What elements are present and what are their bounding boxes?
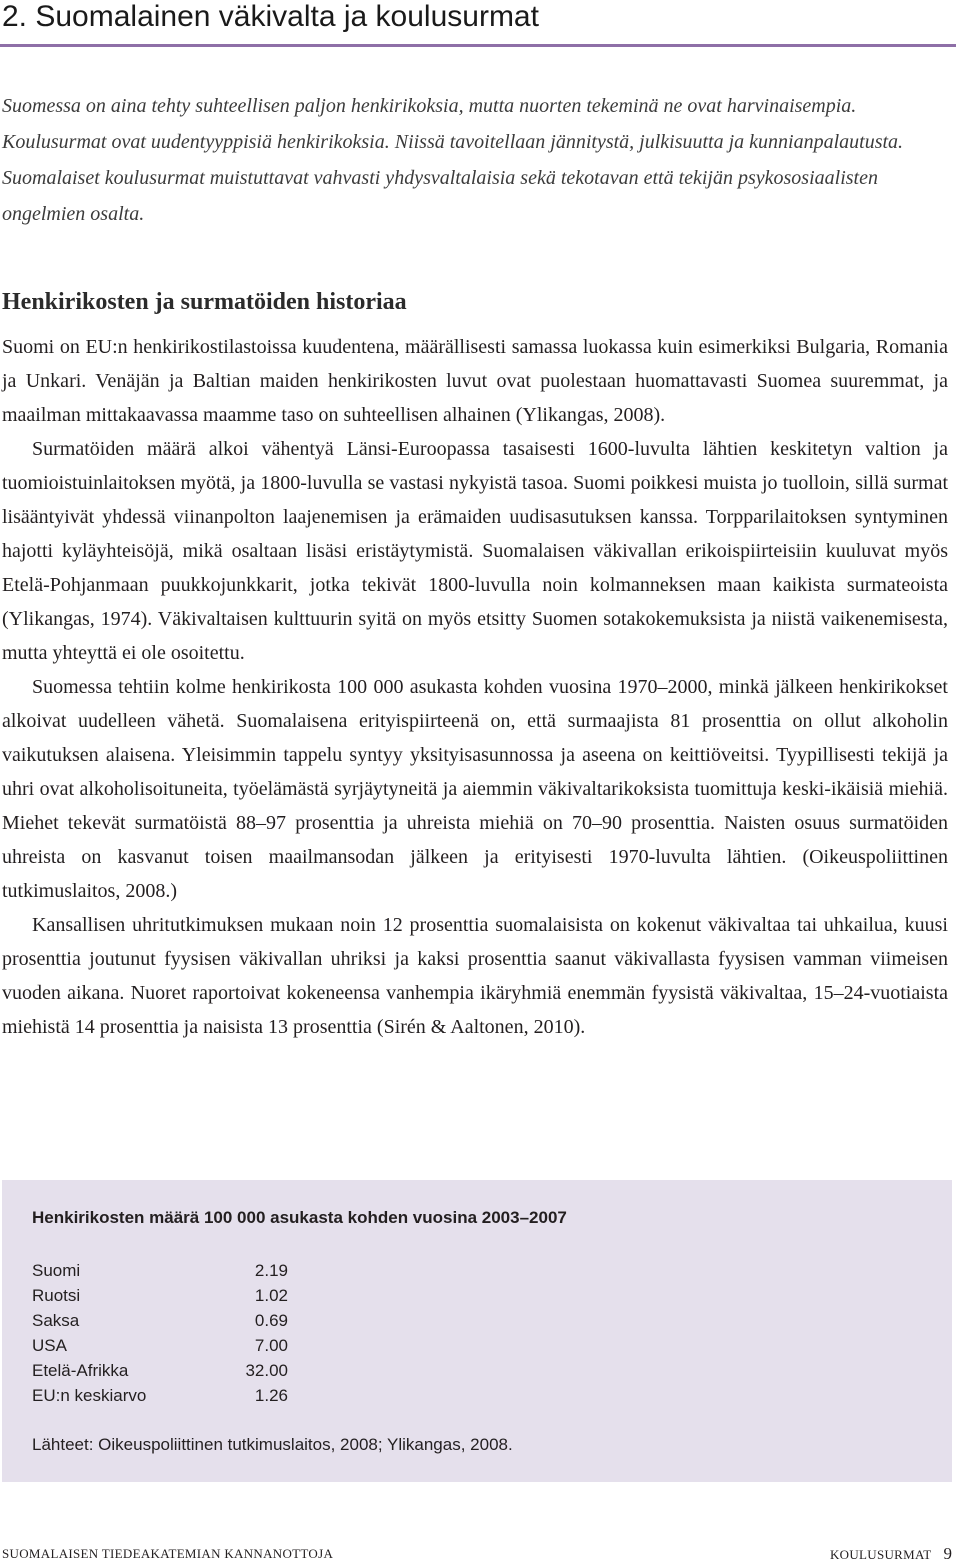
country-name: Saksa xyxy=(32,1311,80,1330)
stats-box-title: Henkirikosten määrä 100 000 asukasta kohden vuosina 2003–2007 xyxy=(32,1208,567,1227)
country-name: Suomi xyxy=(32,1261,81,1280)
table-row xyxy=(32,1283,288,1308)
country-name: Etelä-Afrikka xyxy=(32,1361,129,1380)
homicide-stats-box xyxy=(2,1180,952,1482)
homicide-rate: 2.19 xyxy=(254,1261,288,1280)
table-row xyxy=(32,1383,288,1408)
homicide-rate: 7.00 xyxy=(254,1336,288,1355)
table-row xyxy=(32,1308,288,1333)
stats-source-note: Lähteet: Oikeuspoliittinen tutkimuslaitos, 2008; Ylikangas, 2008. xyxy=(32,1435,513,1454)
homicide-rate: 0.69 xyxy=(254,1311,288,1330)
footer-publication-name: SUOMALAISEN TIEDEAKATEMIAN KANNANOTTOJA xyxy=(2,1546,334,1561)
body-paragraph-2: Surmatöiden määrä alkoi vähentyä Länsi-Euroopassa tasaisesti 1600-luvulta lähtien keskitetyn valtion ja tuomioistuinlaitoksen myötä, ja 1800-luvulla se vastasi nykyistä tasoa. Suomi poikkesi muista jo tuolloin, sillä surmat lisääntyivät yhdessä viinanpolton laajenemisen ja erämaiden uudisasutuksen kanssa. Torpparilaitoksen syntyminen hajotti kyläyhteisöjä, mikä osaltaan lisäsi eristäytymistä. Suomalaisen väkivallan erikoispiirteisiin kuuluvat myös Etelä-Pohjanmaan puukkojunkkarit, jotka tekivät 1800-luvulla noin kolmanneksen maan kaikista surmateoista (Ylikangas, 1974). Väkivaltaisen kulttuurin syitä on myös etsitty Suomen sotakokemuksista ja niistä vaikenemisesta, mutta yhteyttä ei ole osoitettu. xyxy=(2,438,948,664)
country-name: USA xyxy=(32,1336,67,1355)
table-row xyxy=(32,1258,288,1283)
footer-section-name: KOULUSURMAT xyxy=(829,1547,932,1562)
page-number: 9 xyxy=(943,1544,952,1563)
title-divider xyxy=(0,44,956,47)
homicide-rate-table xyxy=(32,1258,288,1408)
homicide-rate: 32.00 xyxy=(245,1361,288,1380)
table-row xyxy=(32,1333,288,1358)
chapter-title: 2. Suomalainen väkivalta ja koulusurmat xyxy=(2,0,539,33)
intro-paragraph: Suomessa on aina tehty suhteellisen paljon henkirikoksia, mutta nuorten tekeminä ne ovat harvinaisempia. Koulusurmat ovat uudentyyppisiä henkirikoksia. Niissä tavoitellaan jännitystä, julkisuutta ja kunnianpalautusta. Suomalaiset koulusurmat muistuttavat vahvasti yhdysvaltalaisia sekä tekotavan että tekijän psykososiaalisten ongelmien osalta. xyxy=(2,95,904,225)
homicide-rate: 1.26 xyxy=(254,1386,288,1405)
body-paragraph-4: Kansallisen uhritutkimuksen mukaan noin 12 prosenttia suomalaisista on kokenut väkivaltaa tai uhkailua, kuusi prosenttia joutunut fyysisen väkivallan uhriksi ja kaksi prosenttia saanut väkivallasta fyysisen vamman viimeisen vuoden aikana. Nuoret raportoivat kokeneensa vanhempia ikäryhmiä enemmän fyysistä väkivaltaa, 15–24-vuotiaista miehistä 14 prosenttia ja naisista 13 prosenttia (Sirén & Aaltonen, 2010). xyxy=(2,914,948,1038)
footer-page-info xyxy=(830,1544,952,1564)
homicide-rate: 1.02 xyxy=(254,1286,288,1305)
country-name: EU:n keskiarvo xyxy=(32,1386,147,1405)
country-name: Ruotsi xyxy=(32,1286,81,1305)
section-body xyxy=(2,330,948,1044)
body-paragraph-3: Suomessa tehtiin kolme henkirikosta 100 000 asukasta kohden vuosina 1970–2000, minkä jälkeen henkirikokset alkoivat uudelleen vähetä. Suomalaisena erityispiirteenä on, että surmaajista 81 prosenttia on ollut alkoholin vaikutuksen alaisena. Yleisimmin tappelu syntyy yksityisasunnossa ja aseena on keittiöveitsi. Tyypillisesti tekijä ja uhri ovat alkoholisoituneita, työelämästä syrjäytyneitä ja aiemmin väkivaltarikoksista tuomittuja keski-ikäisiä miehiä. Miehet tekevät surmatöistä 88–97 prosenttia ja uhreista miehiä on 70–90 prosenttia. Naisten osuus surmatöiden uhreista on kasvanut toisen maailmansodan jälkeen ja erityisesti 1970-luvulta lähtien. (Oikeuspoliittinen tutkimuslaitos, 2008.) xyxy=(2,676,948,902)
section-heading: Henkirikosten ja surmatöiden historiaa xyxy=(2,289,407,315)
body-paragraph-1: Suomi on EU:n henkirikostilastoissa kuudentena, määrällisesti samassa luokassa kuin esimerkiksi Bulgaria, Romania ja Unkari. Venäjän ja Baltian maiden henkirikosten luvut ovat puolestaan huomattavasti Suomea suuremmat, ja maailman mittakaavassa maamme taso on suhteellisen alhainen (Ylikangas, 2008). xyxy=(2,336,948,426)
table-row xyxy=(32,1358,288,1383)
